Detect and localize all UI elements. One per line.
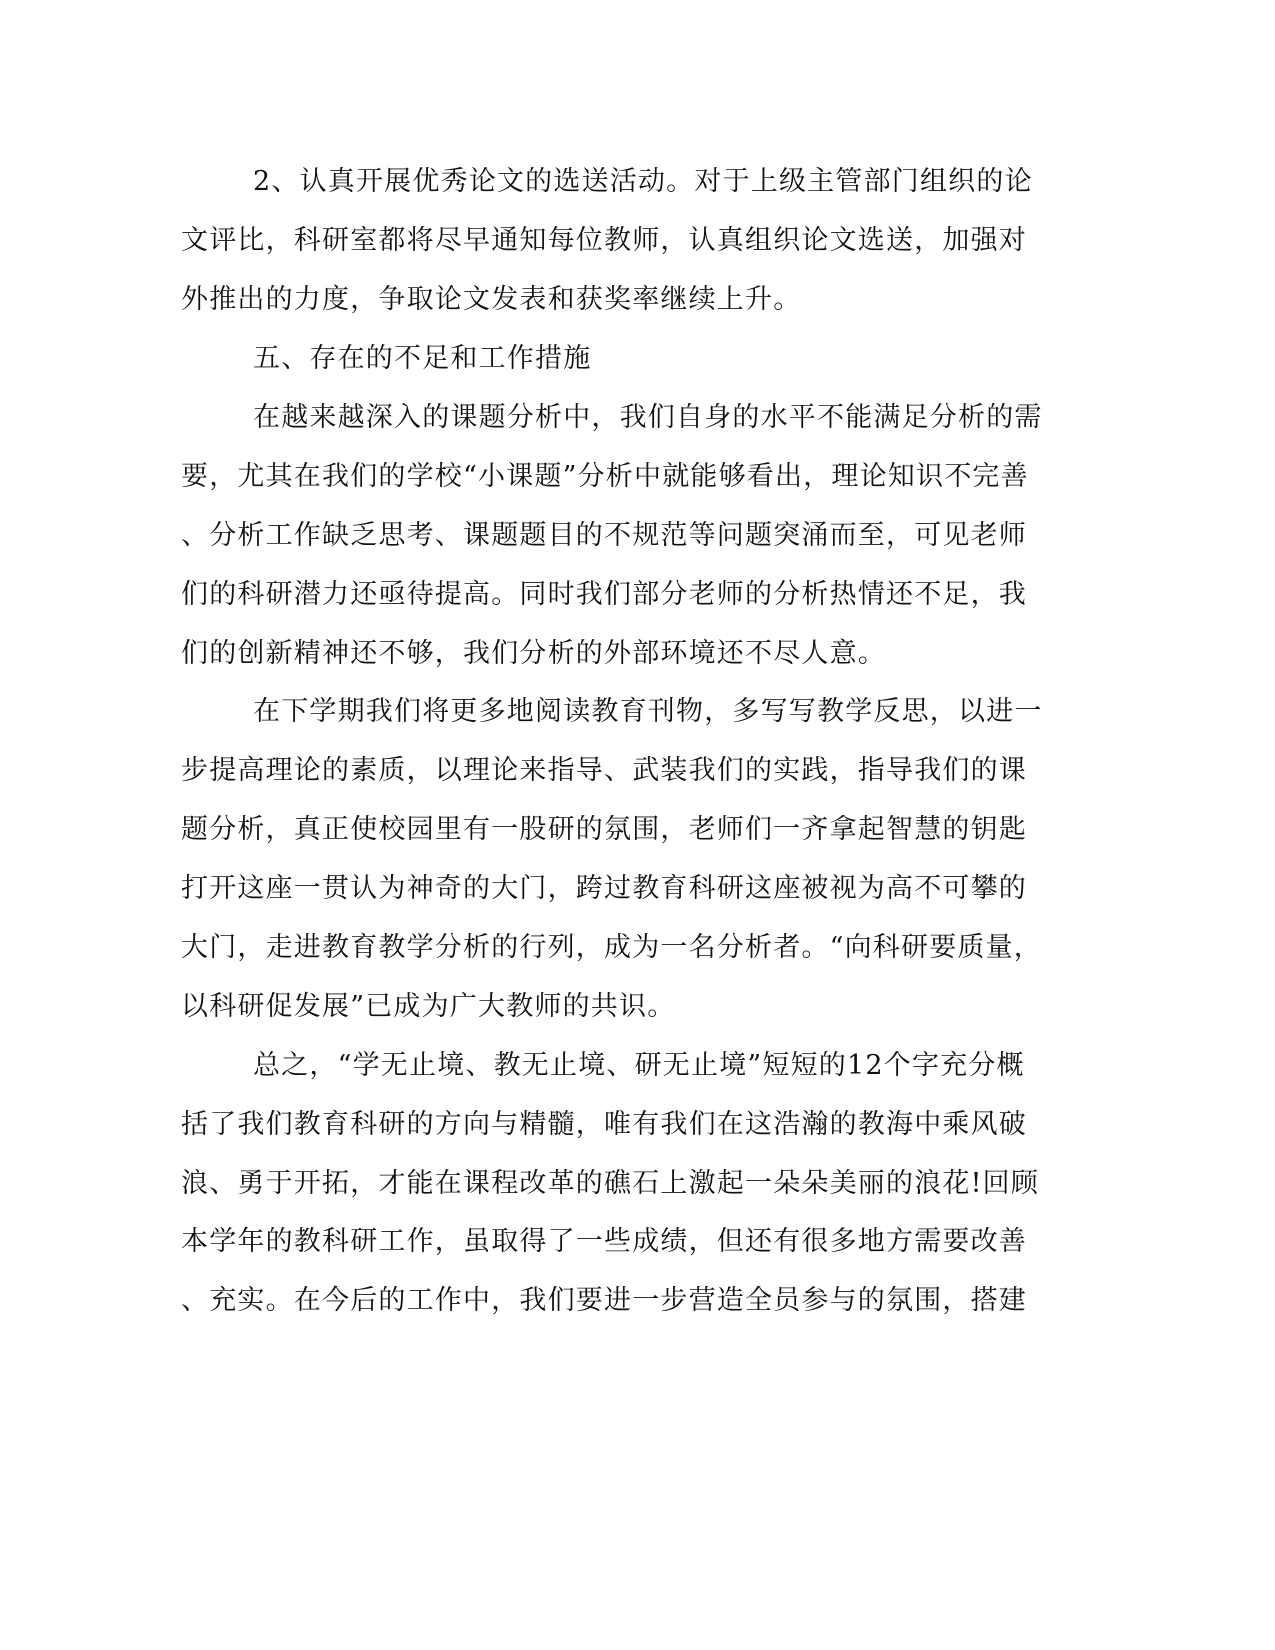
text-line: 打开这座一贯认为神奇的大门，跨过教育科研这座被视为高不可攀的: [181, 873, 1027, 904]
text-line: 题分析，真正使校园里有一股研的氛围，老师们一齐拿起智慧的钥匙: [181, 814, 1027, 845]
text-line: 、分析工作缺乏思考、课题题目的不规范等问题突涌而至，可见老师: [181, 520, 1027, 551]
text-line: 要，尤其在我们的学校“小课题”分析中就能够看出，理论知识不完善: [181, 461, 1029, 492]
text-line: 文评比，科研室都将尽早通知每位教师，认真组织论文选送，加强对: [181, 225, 1027, 256]
text-line: 在下学期我们将更多地阅读教育刊物，多写写教学反思，以进一: [253, 696, 1043, 727]
text-line: 在越来越深入的课题分析中，我们自身的水平不能满足分析的需: [253, 402, 1043, 433]
text-line: 们的创新精神还不够，我们分析的外部环境还不尽人意。: [181, 638, 886, 669]
text-line: 2、认真开展优秀论文的选送活动。对于上级主管部门组织的论: [253, 166, 1033, 197]
text-line: 步提高理论的素质，以理论来指导、武装我们的实践，指导我们的课: [181, 755, 1027, 786]
text-line: 大门，走进教育教学分析的行列，成为一名分析者。“向科研要质量，: [181, 932, 1043, 963]
text-line: 浪、勇于开拓，才能在课程改革的礁石上激起一朵朵美丽的浪花!回顾: [181, 1168, 1040, 1199]
text-line: 、充实。在今后的工作中，我们要进一步营造全员参与的氛围，搭建: [181, 1285, 1027, 1316]
text-line: 总之，“学无止境、教无止境、研无止境”短短的12个字充分概: [253, 1050, 1025, 1081]
text-line: 以科研促发展”已成为广大教师的共识。: [181, 991, 676, 1022]
text-line: 外推出的力度，争取论文发表和获奖率继续上升。: [181, 284, 802, 315]
text-line: 括了我们教育科研的方向与精髓，唯有我们在这浩瀚的教海中乘风破: [181, 1109, 1027, 1140]
section-heading: 五、存在的不足和工作措施: [253, 343, 592, 374]
text-line: 本学年的教科研工作，虽取得了一些成绩，但还有很多地方需要改善: [181, 1226, 1027, 1257]
text-line: 们的科研潜力还亟待提高。同时我们部分老师的分析热情还不足，我: [181, 579, 1027, 610]
